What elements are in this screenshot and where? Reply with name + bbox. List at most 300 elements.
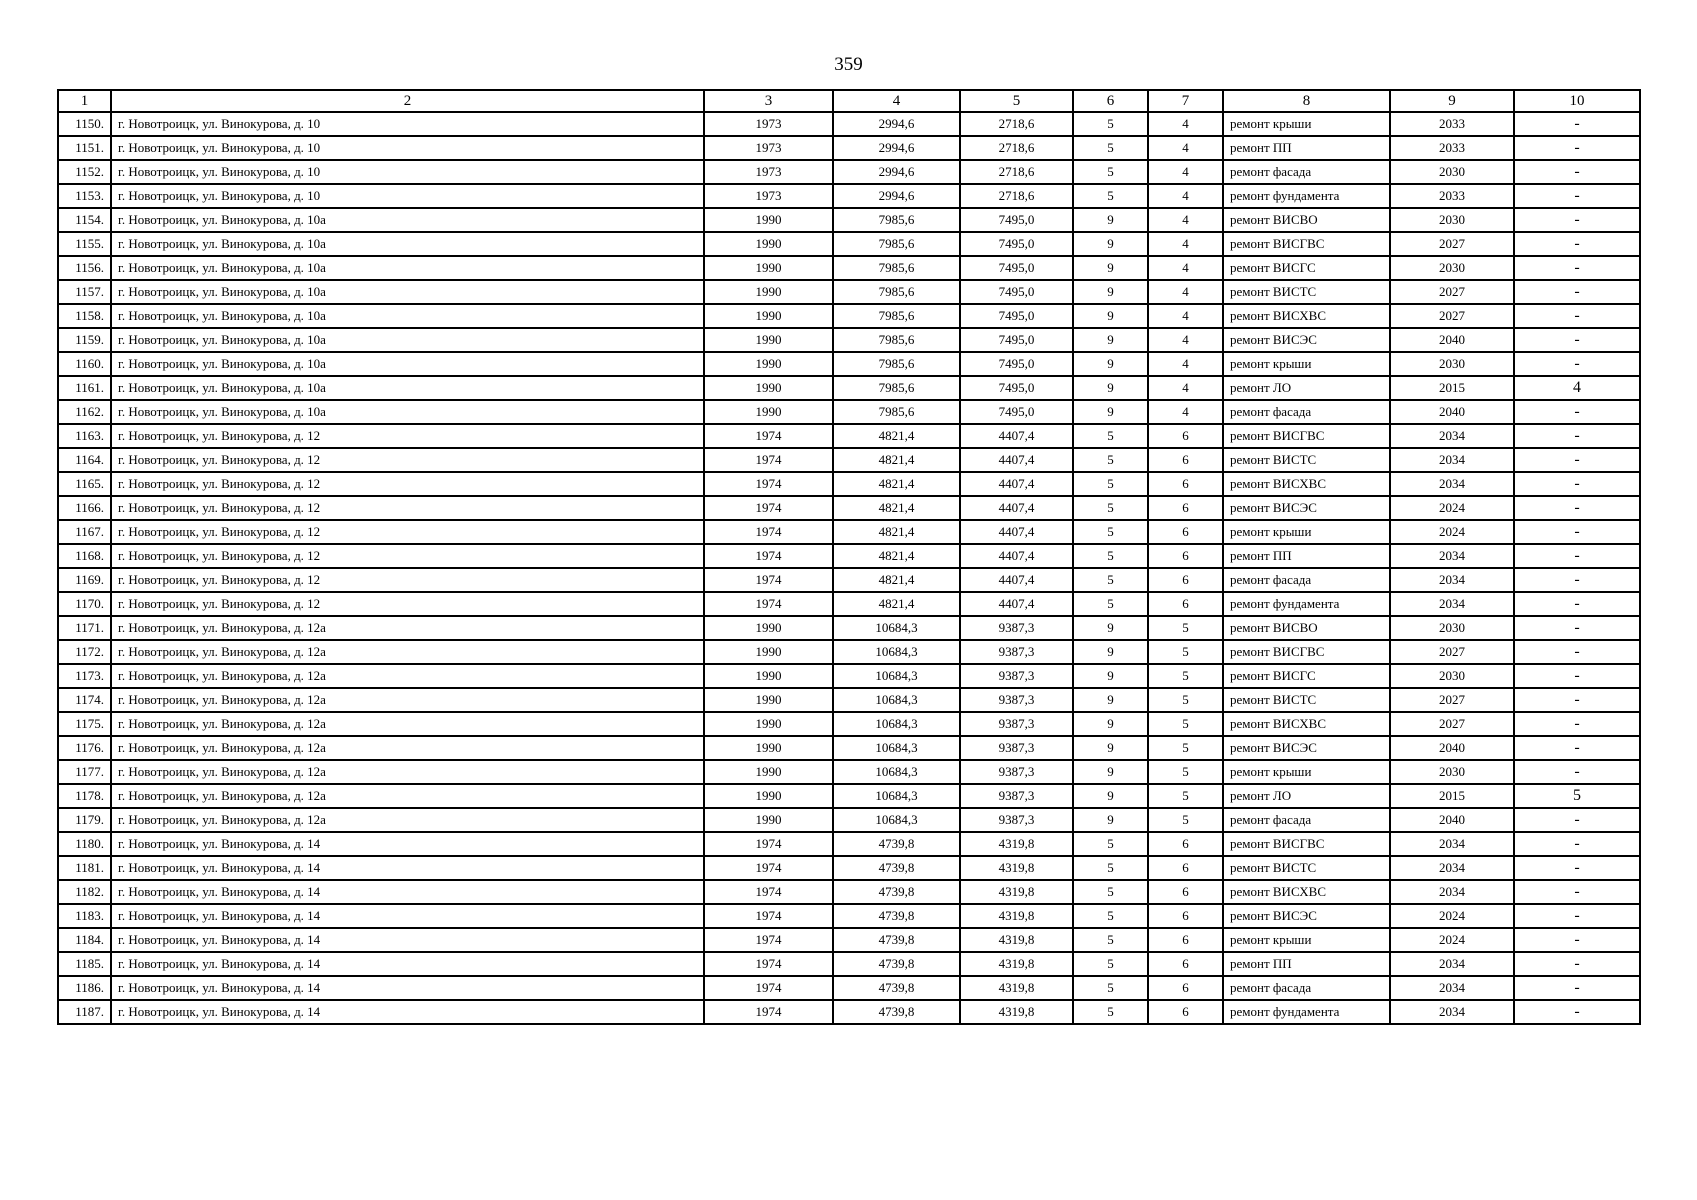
col10-value-cell: -: [1514, 640, 1640, 664]
floors-cell: 9: [1073, 736, 1148, 760]
table-row: [58, 664, 1640, 688]
year-built-cell: 1990: [704, 256, 833, 280]
total-area-cell: 4739,8: [833, 832, 960, 856]
address-cell: г. Новотроицк, ул. Винокурова, д. 12а: [111, 616, 704, 640]
row-number-cell: 1170.: [58, 592, 111, 616]
address-cell: г. Новотроицк, ул. Винокурова, д. 12: [111, 592, 704, 616]
living-area-cell: 9387,3: [960, 736, 1073, 760]
living-area-cell: 9387,3: [960, 688, 1073, 712]
floors-cell: 5: [1073, 520, 1148, 544]
planned-year-cell: 2027: [1390, 640, 1514, 664]
table-row: [58, 592, 1640, 616]
year-built-cell: 1974: [704, 832, 833, 856]
repair-schedule-table: [57, 89, 1641, 1025]
row-number-cell: 1151.: [58, 136, 111, 160]
row-number-cell: 1159.: [58, 328, 111, 352]
planned-year-cell: 2024: [1390, 904, 1514, 928]
work-type-cell: ремонт ВИСТС: [1223, 448, 1390, 472]
floors-cell: 5: [1073, 424, 1148, 448]
col10-value-cell: -: [1514, 520, 1640, 544]
living-area-cell: 7495,0: [960, 328, 1073, 352]
address-cell: г. Новотроицк, ул. Винокурова, д. 10: [111, 112, 704, 136]
floors-cell: 9: [1073, 808, 1148, 832]
table-row: [58, 544, 1640, 568]
address-cell: г. Новотроицк, ул. Винокурова, д. 14: [111, 880, 704, 904]
year-built-cell: 1990: [704, 328, 833, 352]
year-built-cell: 1974: [704, 448, 833, 472]
planned-year-cell: 2024: [1390, 496, 1514, 520]
table-row: [58, 160, 1640, 184]
floors-cell: 9: [1073, 328, 1148, 352]
table-row: [58, 688, 1640, 712]
floors-cell: 5: [1073, 112, 1148, 136]
work-type-cell: ремонт ВИСЭС: [1223, 496, 1390, 520]
row-number-cell: 1180.: [58, 832, 111, 856]
total-area-cell: 4821,4: [833, 568, 960, 592]
planned-year-cell: 2034: [1390, 568, 1514, 592]
floors-cell: 5: [1073, 904, 1148, 928]
entrances-cell: 6: [1148, 496, 1223, 520]
row-number-cell: 1183.: [58, 904, 111, 928]
address-cell: г. Новотроицк, ул. Винокурова, д. 10: [111, 184, 704, 208]
total-area-cell: 7985,6: [833, 352, 960, 376]
entrances-cell: 6: [1148, 1000, 1223, 1024]
total-area-cell: 7985,6: [833, 400, 960, 424]
table-header: [58, 90, 1640, 112]
row-number-cell: 1154.: [58, 208, 111, 232]
work-type-cell: ремонт ВИСВО: [1223, 208, 1390, 232]
living-area-cell: 4319,8: [960, 928, 1073, 952]
year-built-cell: 1974: [704, 496, 833, 520]
total-area-cell: 4821,4: [833, 544, 960, 568]
living-area-cell: 4319,8: [960, 880, 1073, 904]
living-area-cell: 2718,6: [960, 184, 1073, 208]
column-header-10: 10: [1514, 90, 1640, 112]
table-row: [58, 352, 1640, 376]
col10-value-cell: -: [1514, 208, 1640, 232]
planned-year-cell: 2015: [1390, 784, 1514, 808]
work-type-cell: ремонт ВИСХВС: [1223, 712, 1390, 736]
total-area-cell: 10684,3: [833, 760, 960, 784]
planned-year-cell: 2024: [1390, 520, 1514, 544]
entrances-cell: 6: [1148, 472, 1223, 496]
entrances-cell: 4: [1148, 352, 1223, 376]
planned-year-cell: 2015: [1390, 376, 1514, 400]
living-area-cell: 2718,6: [960, 112, 1073, 136]
row-number-cell: 1178.: [58, 784, 111, 808]
planned-year-cell: 2034: [1390, 448, 1514, 472]
planned-year-cell: 2034: [1390, 592, 1514, 616]
planned-year-cell: 2033: [1390, 184, 1514, 208]
entrances-cell: 6: [1148, 928, 1223, 952]
address-cell: г. Новотроицк, ул. Винокурова, д. 10: [111, 160, 704, 184]
address-cell: г. Новотроицк, ул. Винокурова, д. 10а: [111, 232, 704, 256]
row-number-cell: 1162.: [58, 400, 111, 424]
year-built-cell: 1974: [704, 928, 833, 952]
row-number-cell: 1156.: [58, 256, 111, 280]
total-area-cell: 4821,4: [833, 472, 960, 496]
total-area-cell: 10684,3: [833, 712, 960, 736]
table-row: [58, 712, 1640, 736]
living-area-cell: 4319,8: [960, 952, 1073, 976]
living-area-cell: 4407,4: [960, 472, 1073, 496]
floors-cell: 9: [1073, 784, 1148, 808]
address-cell: г. Новотроицк, ул. Винокурова, д. 10: [111, 136, 704, 160]
table-row: [58, 856, 1640, 880]
floors-cell: 9: [1073, 640, 1148, 664]
floors-cell: 5: [1073, 832, 1148, 856]
floors-cell: 5: [1073, 544, 1148, 568]
entrances-cell: 5: [1148, 784, 1223, 808]
col10-value-cell: -: [1514, 568, 1640, 592]
entrances-cell: 4: [1148, 328, 1223, 352]
total-area-cell: 4739,8: [833, 880, 960, 904]
col10-value-cell: -: [1514, 952, 1640, 976]
table-row: [58, 784, 1640, 808]
address-cell: г. Новотроицк, ул. Винокурова, д. 12а: [111, 784, 704, 808]
address-cell: г. Новотроицк, ул. Винокурова, д. 12: [111, 424, 704, 448]
column-header-1: 1: [58, 90, 111, 112]
year-built-cell: 1990: [704, 616, 833, 640]
col10-value-cell: -: [1514, 112, 1640, 136]
col10-value-cell: -: [1514, 136, 1640, 160]
table-body: [58, 112, 1640, 1024]
living-area-cell: 4407,4: [960, 568, 1073, 592]
total-area-cell: 4739,8: [833, 952, 960, 976]
year-built-cell: 1974: [704, 424, 833, 448]
table-row: [58, 520, 1640, 544]
work-type-cell: ремонт ПП: [1223, 136, 1390, 160]
entrances-cell: 5: [1148, 664, 1223, 688]
total-area-cell: 2994,6: [833, 136, 960, 160]
living-area-cell: 4319,8: [960, 1000, 1073, 1024]
total-area-cell: 7985,6: [833, 256, 960, 280]
work-type-cell: ремонт ВИСТС: [1223, 688, 1390, 712]
table-row: [58, 112, 1640, 136]
row-number-cell: 1179.: [58, 808, 111, 832]
work-type-cell: ремонт фундамента: [1223, 592, 1390, 616]
table-row: [58, 304, 1640, 328]
planned-year-cell: 2027: [1390, 232, 1514, 256]
address-cell: г. Новотроицк, ул. Винокурова, д. 12: [111, 568, 704, 592]
work-type-cell: ремонт фасада: [1223, 808, 1390, 832]
living-area-cell: 4407,4: [960, 592, 1073, 616]
row-number-cell: 1153.: [58, 184, 111, 208]
planned-year-cell: 2034: [1390, 976, 1514, 1000]
total-area-cell: 7985,6: [833, 376, 960, 400]
year-built-cell: 1990: [704, 304, 833, 328]
header-row: [58, 90, 1640, 112]
col10-value-cell: -: [1514, 352, 1640, 376]
planned-year-cell: 2027: [1390, 280, 1514, 304]
living-area-cell: 7495,0: [960, 376, 1073, 400]
floors-cell: 9: [1073, 256, 1148, 280]
year-built-cell: 1974: [704, 856, 833, 880]
table-row: [58, 904, 1640, 928]
work-type-cell: ремонт ЛО: [1223, 784, 1390, 808]
row-number-cell: 1157.: [58, 280, 111, 304]
year-built-cell: 1990: [704, 712, 833, 736]
row-number-cell: 1174.: [58, 688, 111, 712]
living-area-cell: 9387,3: [960, 760, 1073, 784]
table-row: [58, 472, 1640, 496]
living-area-cell: 7495,0: [960, 304, 1073, 328]
work-type-cell: ремонт фасада: [1223, 976, 1390, 1000]
address-cell: г. Новотроицк, ул. Винокурова, д. 12а: [111, 808, 704, 832]
address-cell: г. Новотроицк, ул. Винокурова, д. 12: [111, 472, 704, 496]
address-cell: г. Новотроицк, ул. Винокурова, д. 14: [111, 832, 704, 856]
floors-cell: 9: [1073, 664, 1148, 688]
row-number-cell: 1167.: [58, 520, 111, 544]
row-number-cell: 1164.: [58, 448, 111, 472]
row-number-cell: 1165.: [58, 472, 111, 496]
table-row: [58, 568, 1640, 592]
planned-year-cell: 2034: [1390, 880, 1514, 904]
work-type-cell: ремонт ВИСГВС: [1223, 832, 1390, 856]
col10-value-cell: -: [1514, 232, 1640, 256]
planned-year-cell: 2027: [1390, 304, 1514, 328]
living-area-cell: 7495,0: [960, 256, 1073, 280]
planned-year-cell: 2034: [1390, 952, 1514, 976]
address-cell: г. Новотроицк, ул. Винокурова, д. 12а: [111, 664, 704, 688]
row-number-cell: 1168.: [58, 544, 111, 568]
address-cell: г. Новотроицк, ул. Винокурова, д. 14: [111, 856, 704, 880]
row-number-cell: 1150.: [58, 112, 111, 136]
work-type-cell: ремонт ВИСГС: [1223, 256, 1390, 280]
col10-value-cell: -: [1514, 736, 1640, 760]
work-type-cell: ремонт ВИСЭС: [1223, 904, 1390, 928]
planned-year-cell: 2034: [1390, 832, 1514, 856]
col10-value-cell: -: [1514, 664, 1640, 688]
total-area-cell: 4739,8: [833, 904, 960, 928]
col10-value-cell: -: [1514, 400, 1640, 424]
address-cell: г. Новотроицк, ул. Винокурова, д. 10а: [111, 256, 704, 280]
year-built-cell: 1973: [704, 184, 833, 208]
living-area-cell: 9387,3: [960, 664, 1073, 688]
column-header-4: 4: [833, 90, 960, 112]
floors-cell: 9: [1073, 232, 1148, 256]
total-area-cell: 10684,3: [833, 736, 960, 760]
entrances-cell: 6: [1148, 856, 1223, 880]
floors-cell: 9: [1073, 208, 1148, 232]
address-cell: г. Новотроицк, ул. Винокурова, д. 10а: [111, 352, 704, 376]
entrances-cell: 4: [1148, 256, 1223, 280]
floors-cell: 5: [1073, 568, 1148, 592]
table-row: [58, 880, 1640, 904]
floors-cell: 5: [1073, 136, 1148, 160]
total-area-cell: 10684,3: [833, 640, 960, 664]
col10-value-cell: -: [1514, 880, 1640, 904]
year-built-cell: 1974: [704, 472, 833, 496]
row-number-cell: 1186.: [58, 976, 111, 1000]
year-built-cell: 1990: [704, 736, 833, 760]
year-built-cell: 1974: [704, 544, 833, 568]
floors-cell: 5: [1073, 856, 1148, 880]
address-cell: г. Новотроицк, ул. Винокурова, д. 12а: [111, 688, 704, 712]
table-row: [58, 256, 1640, 280]
living-area-cell: 4407,4: [960, 448, 1073, 472]
entrances-cell: 5: [1148, 760, 1223, 784]
col10-value-cell: -: [1514, 976, 1640, 1000]
year-built-cell: 1990: [704, 280, 833, 304]
total-area-cell: 4821,4: [833, 424, 960, 448]
entrances-cell: 4: [1148, 136, 1223, 160]
planned-year-cell: 2040: [1390, 328, 1514, 352]
planned-year-cell: 2040: [1390, 808, 1514, 832]
address-cell: г. Новотроицк, ул. Винокурова, д. 12а: [111, 760, 704, 784]
work-type-cell: ремонт ВИСХВС: [1223, 304, 1390, 328]
planned-year-cell: 2034: [1390, 856, 1514, 880]
address-cell: г. Новотроицк, ул. Винокурова, д. 14: [111, 928, 704, 952]
living-area-cell: 7495,0: [960, 280, 1073, 304]
row-number-cell: 1172.: [58, 640, 111, 664]
address-cell: г. Новотроицк, ул. Винокурова, д. 12а: [111, 640, 704, 664]
living-area-cell: 9387,3: [960, 616, 1073, 640]
living-area-cell: 4407,4: [960, 520, 1073, 544]
entrances-cell: 5: [1148, 616, 1223, 640]
year-built-cell: 1990: [704, 760, 833, 784]
floors-cell: 9: [1073, 352, 1148, 376]
living-area-cell: 9387,3: [960, 808, 1073, 832]
row-number-cell: 1181.: [58, 856, 111, 880]
col10-value-cell: -: [1514, 424, 1640, 448]
year-built-cell: 1973: [704, 136, 833, 160]
col10-value-cell: -: [1514, 544, 1640, 568]
year-built-cell: 1990: [704, 640, 833, 664]
col10-value-cell: -: [1514, 928, 1640, 952]
work-type-cell: ремонт крыши: [1223, 520, 1390, 544]
floors-cell: 9: [1073, 760, 1148, 784]
entrances-cell: 5: [1148, 640, 1223, 664]
total-area-cell: 4739,8: [833, 976, 960, 1000]
address-cell: г. Новотроицк, ул. Винокурова, д. 12а: [111, 712, 704, 736]
entrances-cell: 4: [1148, 376, 1223, 400]
work-type-cell: ремонт крыши: [1223, 112, 1390, 136]
row-number-cell: 1160.: [58, 352, 111, 376]
table-row: [58, 928, 1640, 952]
address-cell: г. Новотроицк, ул. Винокурова, д. 14: [111, 1000, 704, 1024]
row-number-cell: 1163.: [58, 424, 111, 448]
floors-cell: 9: [1073, 712, 1148, 736]
row-number-cell: 1166.: [58, 496, 111, 520]
floors-cell: 5: [1073, 592, 1148, 616]
planned-year-cell: 2034: [1390, 1000, 1514, 1024]
living-area-cell: 9387,3: [960, 640, 1073, 664]
entrances-cell: 4: [1148, 280, 1223, 304]
planned-year-cell: 2034: [1390, 544, 1514, 568]
work-type-cell: ремонт ВИСВО: [1223, 616, 1390, 640]
planned-year-cell: 2030: [1390, 664, 1514, 688]
floors-cell: 9: [1073, 304, 1148, 328]
floors-cell: 5: [1073, 880, 1148, 904]
total-area-cell: 10684,3: [833, 784, 960, 808]
year-built-cell: 1990: [704, 208, 833, 232]
planned-year-cell: 2034: [1390, 424, 1514, 448]
entrances-cell: 5: [1148, 712, 1223, 736]
total-area-cell: 10684,3: [833, 616, 960, 640]
work-type-cell: ремонт фундамента: [1223, 1000, 1390, 1024]
entrances-cell: 6: [1148, 448, 1223, 472]
entrances-cell: 6: [1148, 880, 1223, 904]
entrances-cell: 6: [1148, 424, 1223, 448]
work-type-cell: ремонт ВИСТС: [1223, 280, 1390, 304]
total-area-cell: 10684,3: [833, 688, 960, 712]
table-row: [58, 232, 1640, 256]
living-area-cell: 4319,8: [960, 976, 1073, 1000]
planned-year-cell: 2030: [1390, 256, 1514, 280]
address-cell: г. Новотроицк, ул. Винокурова, д. 14: [111, 976, 704, 1000]
floors-cell: 5: [1073, 928, 1148, 952]
table-row: [58, 952, 1640, 976]
year-built-cell: 1973: [704, 112, 833, 136]
table-row: [58, 448, 1640, 472]
floors-cell: 9: [1073, 280, 1148, 304]
entrances-cell: 5: [1148, 808, 1223, 832]
col10-value-cell: -: [1514, 304, 1640, 328]
work-type-cell: ремонт ВИСХВС: [1223, 880, 1390, 904]
total-area-cell: 4739,8: [833, 856, 960, 880]
living-area-cell: 4319,8: [960, 832, 1073, 856]
total-area-cell: 4821,4: [833, 520, 960, 544]
planned-year-cell: 2030: [1390, 208, 1514, 232]
row-number-cell: 1177.: [58, 760, 111, 784]
col10-value-cell: -: [1514, 280, 1640, 304]
work-type-cell: ремонт ВИСЭС: [1223, 328, 1390, 352]
planned-year-cell: 2030: [1390, 352, 1514, 376]
work-type-cell: ремонт ПП: [1223, 544, 1390, 568]
col10-value-cell: -: [1514, 496, 1640, 520]
work-type-cell: ремонт фасада: [1223, 160, 1390, 184]
table-row: [58, 832, 1640, 856]
col10-value-cell: -: [1514, 808, 1640, 832]
table-row: [58, 616, 1640, 640]
living-area-cell: 9387,3: [960, 712, 1073, 736]
address-cell: г. Новотроицк, ул. Винокурова, д. 12: [111, 448, 704, 472]
work-type-cell: ремонт ВИСЭС: [1223, 736, 1390, 760]
floors-cell: 5: [1073, 1000, 1148, 1024]
entrances-cell: 4: [1148, 232, 1223, 256]
address-cell: г. Новотроицк, ул. Винокурова, д. 12а: [111, 736, 704, 760]
year-built-cell: 1990: [704, 352, 833, 376]
total-area-cell: 7985,6: [833, 304, 960, 328]
entrances-cell: 6: [1148, 544, 1223, 568]
total-area-cell: 10684,3: [833, 664, 960, 688]
address-cell: г. Новотроицк, ул. Винокурова, д. 10а: [111, 328, 704, 352]
planned-year-cell: 2040: [1390, 400, 1514, 424]
entrances-cell: 6: [1148, 904, 1223, 928]
table-row: [58, 136, 1640, 160]
floors-cell: 9: [1073, 400, 1148, 424]
col10-value-cell: -: [1514, 160, 1640, 184]
row-number-cell: 1184.: [58, 928, 111, 952]
row-number-cell: 1171.: [58, 616, 111, 640]
living-area-cell: 7495,0: [960, 232, 1073, 256]
total-area-cell: 10684,3: [833, 808, 960, 832]
row-number-cell: 1182.: [58, 880, 111, 904]
col10-value-cell: -: [1514, 616, 1640, 640]
living-area-cell: 7495,0: [960, 208, 1073, 232]
living-area-cell: 4407,4: [960, 496, 1073, 520]
row-number-cell: 1152.: [58, 160, 111, 184]
floors-cell: 5: [1073, 496, 1148, 520]
row-number-cell: 1173.: [58, 664, 111, 688]
column-header-3: 3: [704, 90, 833, 112]
column-header-2: 2: [111, 90, 704, 112]
living-area-cell: 4407,4: [960, 424, 1073, 448]
work-type-cell: ремонт ЛО: [1223, 376, 1390, 400]
col10-value-cell: -: [1514, 184, 1640, 208]
address-cell: г. Новотроицк, ул. Винокурова, д. 10а: [111, 304, 704, 328]
